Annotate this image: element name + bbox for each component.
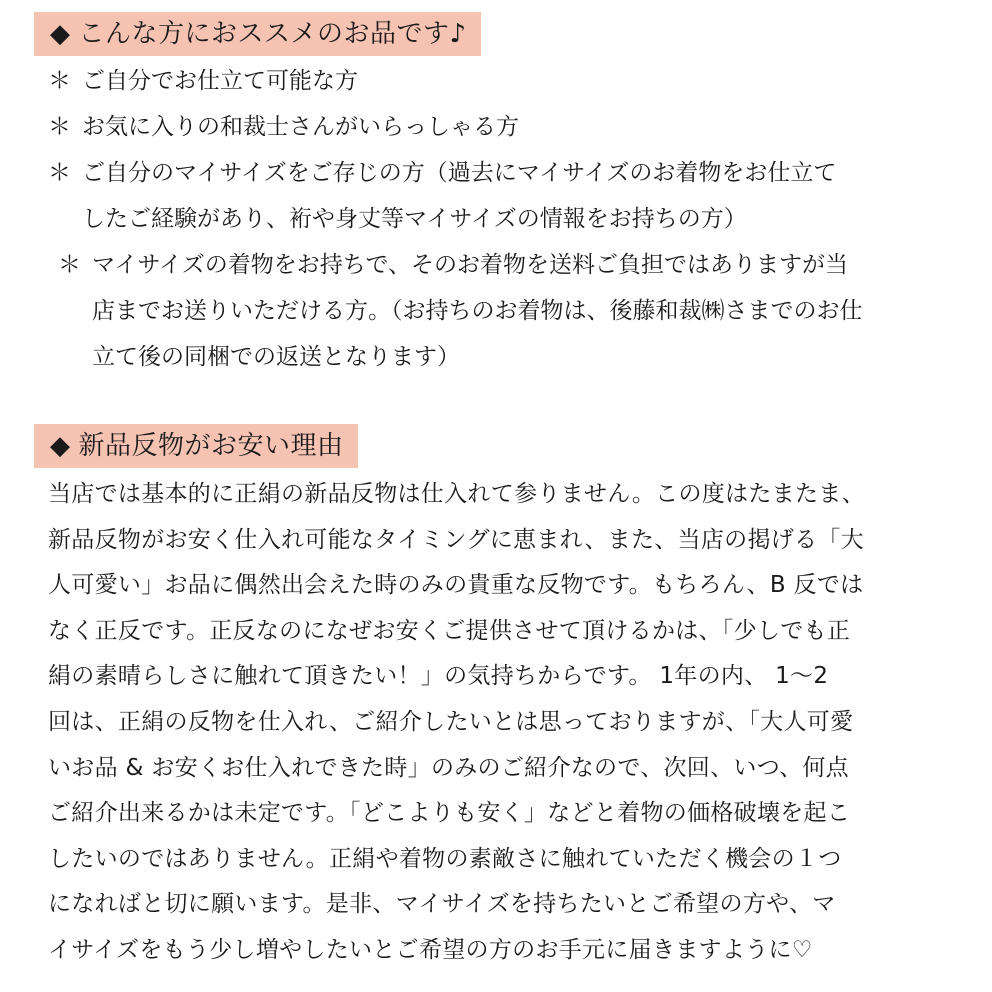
diamond-icon: ◆ — [50, 19, 71, 49]
section-heading-recommended — [34, 12, 481, 56]
section-heading-reason — [34, 424, 358, 468]
list-item-text: マイサイズの着物をお持ちで、そのお着物を送料ご負担ではありますが当 — [92, 252, 849, 278]
list-item — [48, 150, 968, 242]
list-item — [48, 58, 968, 104]
paragraph-line: 絹の素晴らしさに触れて頂きたい！」の気持ちからです。 1年の内、 1～2 — [48, 663, 829, 690]
asterisk-icon: ＊ — [48, 114, 71, 140]
asterisk-icon: ＊ — [48, 68, 71, 94]
paragraph-line: 当店では基本的に正絹の新品反物は仕入れて参りません。この度はたまたま、 — [48, 481, 865, 507]
list-item — [58, 242, 968, 380]
paragraph-line: なく正反です。正反なのになぜお安くご提供させて頂けるかは、「少しでも正 — [48, 617, 851, 644]
asterisk-icon: ＊ — [48, 160, 71, 186]
paragraph-line: イサイズをもう少し増やしたいとご希望の方のお手元に届きますように♡ — [48, 936, 813, 963]
heading-text: こんな方におススメのお品です♪ — [78, 19, 467, 49]
list-item-text: お気に入りの和裁士さんがいらっしゃる方 — [82, 114, 519, 140]
reason-paragraph — [48, 472, 968, 974]
paragraph-line: になればと切に願います。是非、マイサイズを持ちたいとご希望の方や、マ — [48, 891, 836, 918]
paragraph-line: 新品反物がお安く仕入れ可能なタイミングに恵まれ、また、当店の掲げる「大 — [48, 526, 864, 553]
paragraph-line: ご紹介出来るかは未定です。「どこよりも安く」などと着物の価格破壊を起こ — [48, 800, 851, 827]
list-item-text: ご自分でお仕立て可能な方 — [82, 68, 358, 94]
list-item-text: したご経験があり、裄や身丈等マイサイズの情報をお持ちの方） — [82, 206, 747, 232]
list-item-text: ご自分のマイサイズをご存じの方（過去にマイサイズのお着物をお仕立て — [82, 160, 837, 186]
paragraph-line: 回は、正絹の反物を仕入れ、ご紹介したいとは思っておりますが、「大人可愛 — [48, 708, 854, 735]
diamond-icon: ◆ — [50, 431, 71, 461]
paragraph-line: いお品 & お安くお仕入れできた時」のみのご紹介なので、次回、いつ、何点 — [48, 754, 849, 781]
asterisk-icon: ＊ — [58, 252, 81, 278]
list-item-text: 立て後の同梱での返送となります） — [92, 344, 460, 370]
paragraph-line: したいのではありません。正絹や着物の素敵さに触れていただく機会の１つ — [48, 845, 842, 872]
list-item-text: 店までお送りいただける方。（お持ちのお着物は、後藤和裁㈱さまでのお仕 — [92, 298, 863, 324]
recommended-list — [48, 58, 968, 380]
paragraph-line: 人可愛い」お品に偶然出会えた時のみの貴重な反物です。もちろん、B 反では — [48, 572, 864, 599]
heading-text: 新品反物がお安い理由 — [78, 431, 344, 461]
list-item — [48, 104, 968, 150]
